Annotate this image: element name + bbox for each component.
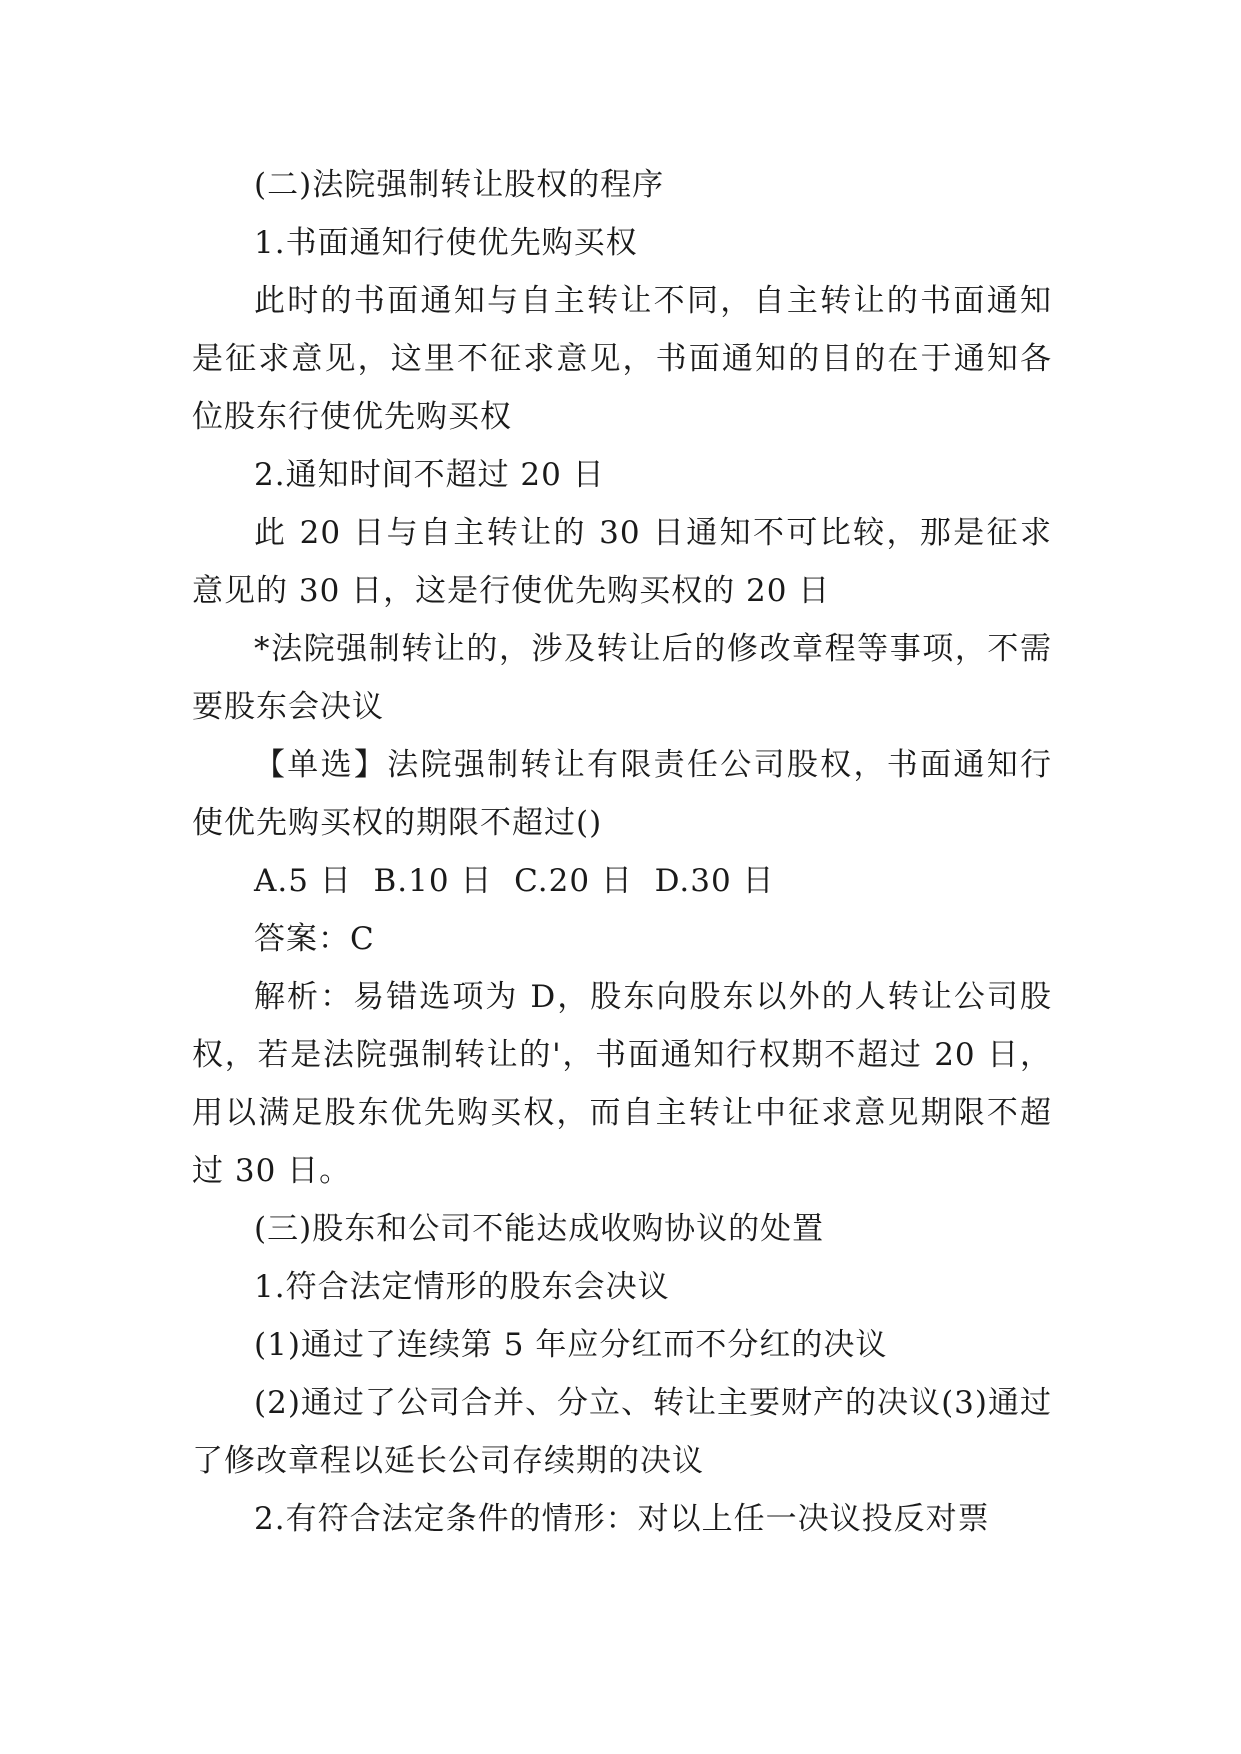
explanation-paragraph: 解析：易错选项为 D，股东向股东以外的人转让公司股权，若是法院强制转让的'，书面通知行权期不超过 20 日，用以满足股东优先购买权，而自主转让中征求意见期限不超过 30 日。 (192, 979, 1052, 1189)
body-paragraph: 此时的书面通知与自主转让不同，自主转让的书面通知是征求意见，这里不征求意见，书面通知的目的在于通知各位股东行使优先购买权 (192, 283, 1052, 435)
section-heading-3: (三)股东和公司不能达成收购协议的处置 (254, 1211, 825, 1247)
document-body (192, 156, 1052, 1548)
list-item-heading: 1.书面通知行使优先购买权 (254, 225, 638, 261)
list-item-heading: 2.有符合法定条件的情形：对以上任一决议投反对票 (254, 1501, 990, 1537)
question-options: A.5 日 B.10 日 C.20 日 D.30 日 (254, 863, 775, 899)
section-heading-2: (二)法院强制转让股权的程序 (254, 167, 665, 203)
list-item-heading: 2.通知时间不超过 20 日 (254, 457, 605, 493)
answer-line: 答案：C (254, 921, 375, 957)
sub-list-item: (2)通过了公司合并、分立、转让主要财产的决议(3)通过了修改章程以延长公司存续期的决议 (192, 1385, 1052, 1479)
note-paragraph: *法院强制转让的，涉及转让后的修改章程等事项，不需要股东会决议 (192, 631, 1052, 725)
list-item-heading: 1.符合法定情形的股东会决议 (254, 1269, 670, 1305)
body-paragraph: 此 20 日与自主转让的 30 日通知不可比较，那是征求意见的 30 日，这是行使优先购买权的 20 日 (192, 515, 1052, 609)
question-stem: 【单选】法院强制转让有限责任公司股权，书面通知行使优先购买权的期限不超过() (192, 747, 1052, 841)
sub-list-item: (1)通过了连续第 5 年应分红而不分红的决议 (254, 1327, 888, 1363)
